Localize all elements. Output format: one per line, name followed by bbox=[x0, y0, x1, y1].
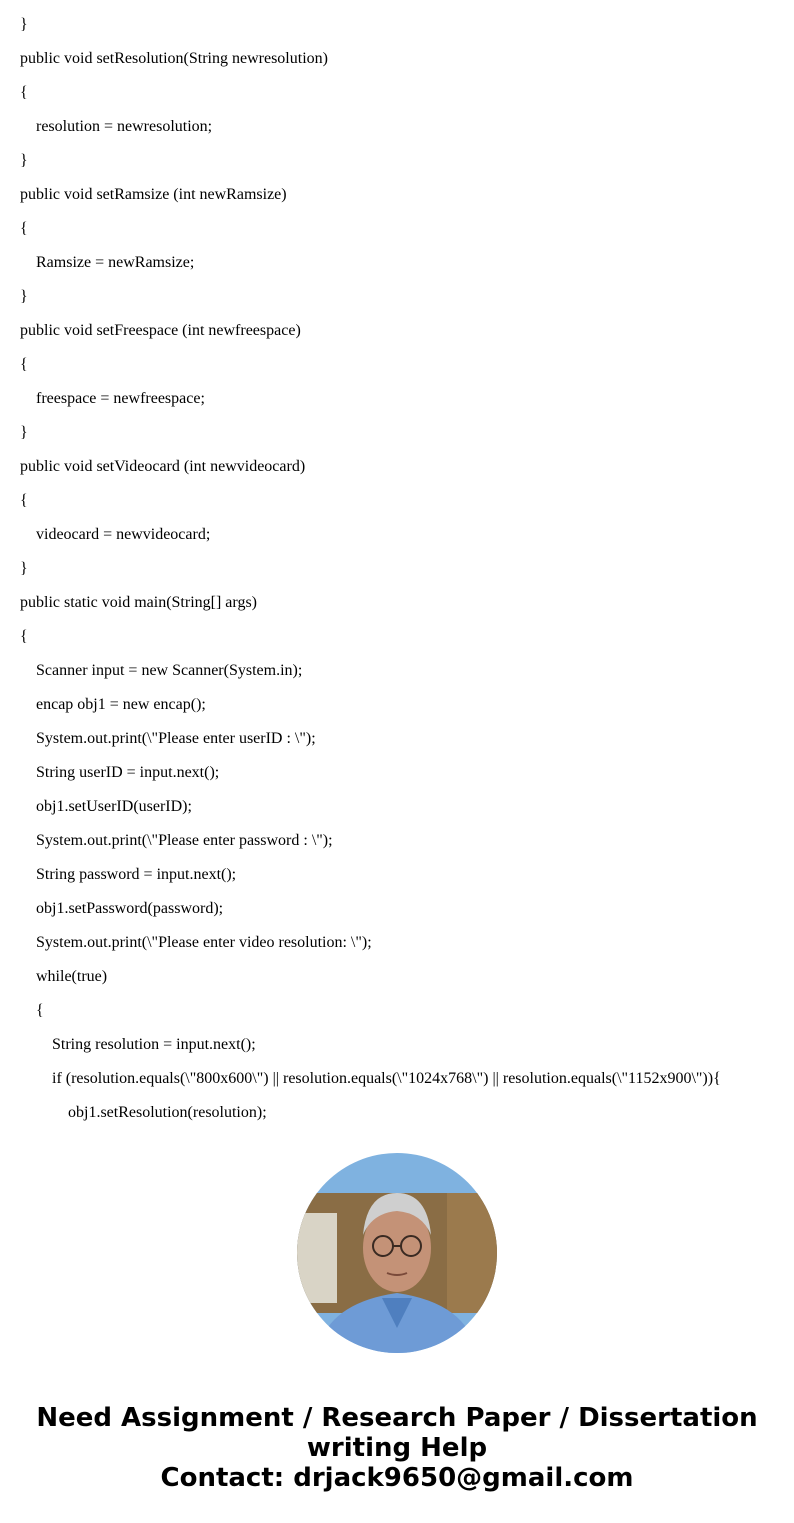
promo-line-2: writing Help bbox=[306, 1433, 488, 1463]
promo-line-1: Need Assignment / Research Paper / Dissertation bbox=[36, 1403, 758, 1433]
promo-banner bbox=[0, 1403, 794, 1493]
code-line: { bbox=[20, 84, 28, 101]
code-line: } bbox=[20, 152, 28, 169]
code-line: } bbox=[20, 16, 28, 33]
code-line: obj1.setPassword(password); bbox=[36, 900, 224, 917]
person-portrait-icon bbox=[297, 1153, 497, 1353]
code-line: encap obj1 = new encap(); bbox=[36, 696, 206, 713]
code-line: } bbox=[20, 560, 28, 577]
code-line: obj1.setUserID(userID); bbox=[36, 798, 192, 815]
code-line: public void setVideocard (int newvideocard) bbox=[20, 458, 306, 475]
code-line: public void setResolution(String newresolution) bbox=[20, 50, 328, 67]
author-avatar bbox=[297, 1153, 497, 1353]
promo-line-3: Contact: drjack9650@gmail.com bbox=[160, 1463, 634, 1493]
code-line: System.out.print(\"Please enter video resolution: \"); bbox=[36, 934, 372, 951]
code-line: while(true) bbox=[36, 968, 108, 985]
code-line: String password = input.next(); bbox=[36, 866, 237, 883]
code-line: { bbox=[20, 356, 28, 373]
code-line: String userID = input.next(); bbox=[36, 764, 220, 781]
code-line: System.out.print(\"Please enter password : \"); bbox=[36, 832, 333, 849]
code-line: } bbox=[20, 288, 28, 305]
code-line: System.out.print(\"Please enter userID : \"); bbox=[36, 730, 316, 747]
code-line: Ramsize = newRamsize; bbox=[36, 254, 195, 271]
code-line: public static void main(String[] args) bbox=[20, 594, 257, 611]
code-line: { bbox=[20, 220, 28, 237]
code-line: String resolution = input.next(); bbox=[52, 1036, 256, 1053]
code-line: resolution = newresolution; bbox=[36, 118, 213, 135]
code-line: videocard = newvideocard; bbox=[36, 526, 211, 543]
code-line: obj1.setResolution(resolution); bbox=[68, 1104, 267, 1121]
code-line: { bbox=[36, 1002, 44, 1019]
code-line: Scanner input = new Scanner(System.in); bbox=[36, 662, 303, 679]
code-line: { bbox=[20, 492, 28, 509]
code-line: if (resolution.equals(\"800x600\") || resolution.equals(\"1024x768\") || resolution.equals(\"1152x900\")){ bbox=[52, 1070, 721, 1087]
code-line: public void setFreespace (int newfreespace) bbox=[20, 322, 301, 339]
code-line: freespace = newfreespace; bbox=[36, 390, 205, 407]
code-line: } bbox=[20, 424, 28, 441]
code-line: { bbox=[20, 628, 28, 645]
code-line: public void setRamsize (int newRamsize) bbox=[20, 186, 287, 203]
